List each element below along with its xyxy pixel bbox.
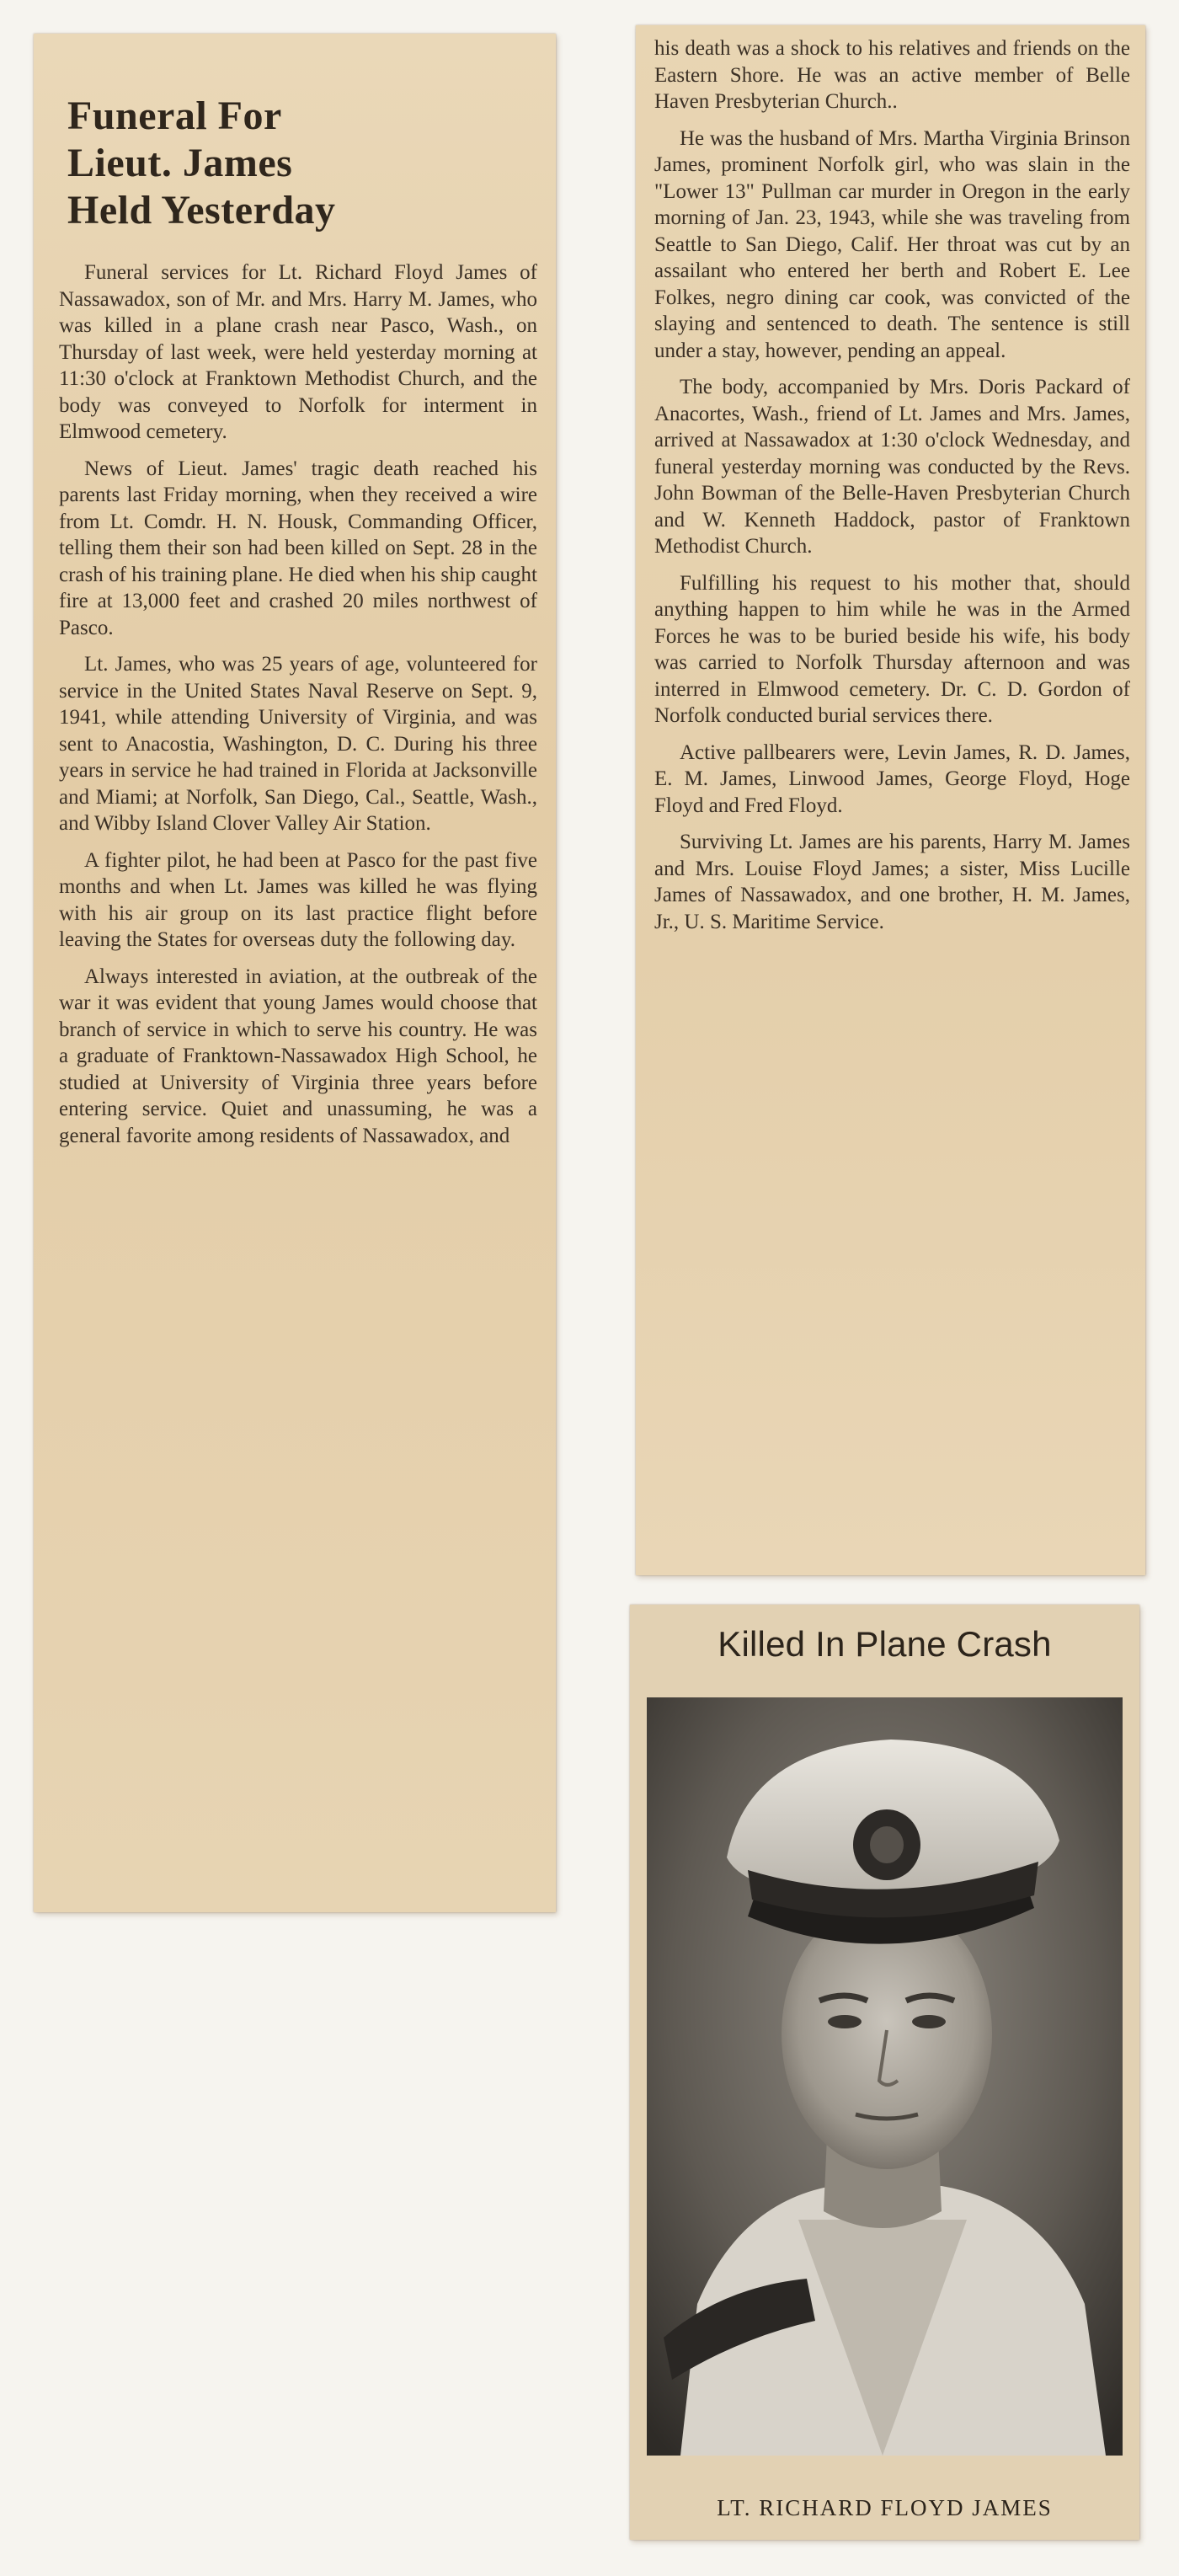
article-paragraph: Surviving Lt. James are his parents, Harry M. James and Mrs. Louise Floyd James; a sister, Miss Lucille James of Nassawadox, and one brother, H. M. James, Jr., U. S. Maritime Service. [654,831,1130,933]
headline-line: Funeral For [67,94,282,138]
article-clipping-continued [636,25,1145,1575]
article-paragraph: Funeral services for Lt. Richard Floyd James of Nassawadox, son of Mr. and Mrs. Harry M. James, who was killed in a plane crash near Pasco, Wash., on Thursday of last week, were held yesterday morning at 11:30 o'clock at Franktown Methodist Church, and the body was conveyed to Norfolk for interment in Elmwood cemetery. [59,261,537,443]
article-paragraph: A fighter pilot, he had been at Pasco for the past five months and when Lt. James was killed he was flying with his air group on its last practice flight before leaving the States for overseas duty the following day. [59,848,537,951]
article-headline [67,93,531,234]
photo-headline: Killed In Plane Crash [718,1624,1052,1664]
article-clipping-funeral [34,34,556,1912]
article-paragraph: Active pallbearers were, Levin James, R. D. James, E. M. James, Linwood James, George Floyd, Hoge Floyd and Fred Floyd. [654,740,1130,817]
article-paragraph: Fulfilling his request to his mother that, should anything happen to him while he was in the Armed Forces he was to be buried beside his wife, his body was carried to Norfolk Thursday afternoon and was interred in Elmwood cemetery. Dr. C. D. Gordon of Norfolk conducted burial services there. [654,571,1130,727]
article-paragraph: He was the husband of Mrs. Martha Virginia Brinson James, prominent Norfolk girl, who was slain in the "Lower 13" Pullman car murder in Oregon in the early morning of Jan. 23, 1943, while she was traveling from Seattle to San Diego, Calif. Her throat was cut by an assailant who entered her berth and Robert E. Lee Folkes, negro dining car cook, was convicted of the slaying and sentenced to death. The sentence is still under a stay, however, pending an appeal. [654,126,1130,362]
portrait-photo [647,1697,1123,2456]
article-paragraph: Always interested in aviation, at the outbreak of the war it was evident that young James would choose that branch of service in which to serve his country. He was a graduate of Franktown-Nassawadox High School, he studied at University of Virginia three years before entering service. Quiet and unassuming, he was a general favorite among residents of Nassawadox, and [59,965,537,1147]
article-body-continued [636,35,1145,935]
headline-line: Held Yesterday [67,188,336,232]
article-paragraph-continuation: his death was a shock to his relatives and friends on the Eastern Shore. He was an active member of Belle Haven Presbyterian Church.. [654,37,1130,113]
article-paragraph: Lt. James, who was 25 years of age, volunteered for service in the United States Naval Reserve on Sept. 9, 1941, while attending University of Virginia, and was sent to Anacostia, Washington, D. C. During his three years in service he had trained in Florida at Jacksonville and Miami; at Norfolk, San Diego, Cal., Seattle, Wash., and Wibby Island Clover Valley Air Station. [59,653,537,835]
article-paragraph: News of Lieut. James' tragic death reached his parents last Friday morning, when they received a wire from Lt. Comdr. H. N. Housk, Commanding Officer, telling them their son had been killed on Sept. 28 in the crash of his training plane. He died when his ship caught fire at 13,000 feet and crashed 20 miles northwest of Pasco. [59,457,537,639]
portrait-photo-icon [647,1697,1123,2456]
photo-clipping [630,1605,1139,2540]
headline-line: Lieut. James [67,141,293,185]
article-body [34,259,556,1149]
photo-caption: LT. RICHARD FLOYD JAMES [717,2495,1053,2520]
article-paragraph: The body, accompanied by Mrs. Doris Packard of Anacortes, Wash., friend of Lt. James and Mrs. James, arrived at Nassawadox at 1:30 o'clock Wednesday, and funeral yesterday morning was conducted by the Revs. John Bowman of the Belle-Haven Presbyterian Church and W. Kenneth Haddock, pastor of Franktown Methodist Church. [654,376,1130,558]
